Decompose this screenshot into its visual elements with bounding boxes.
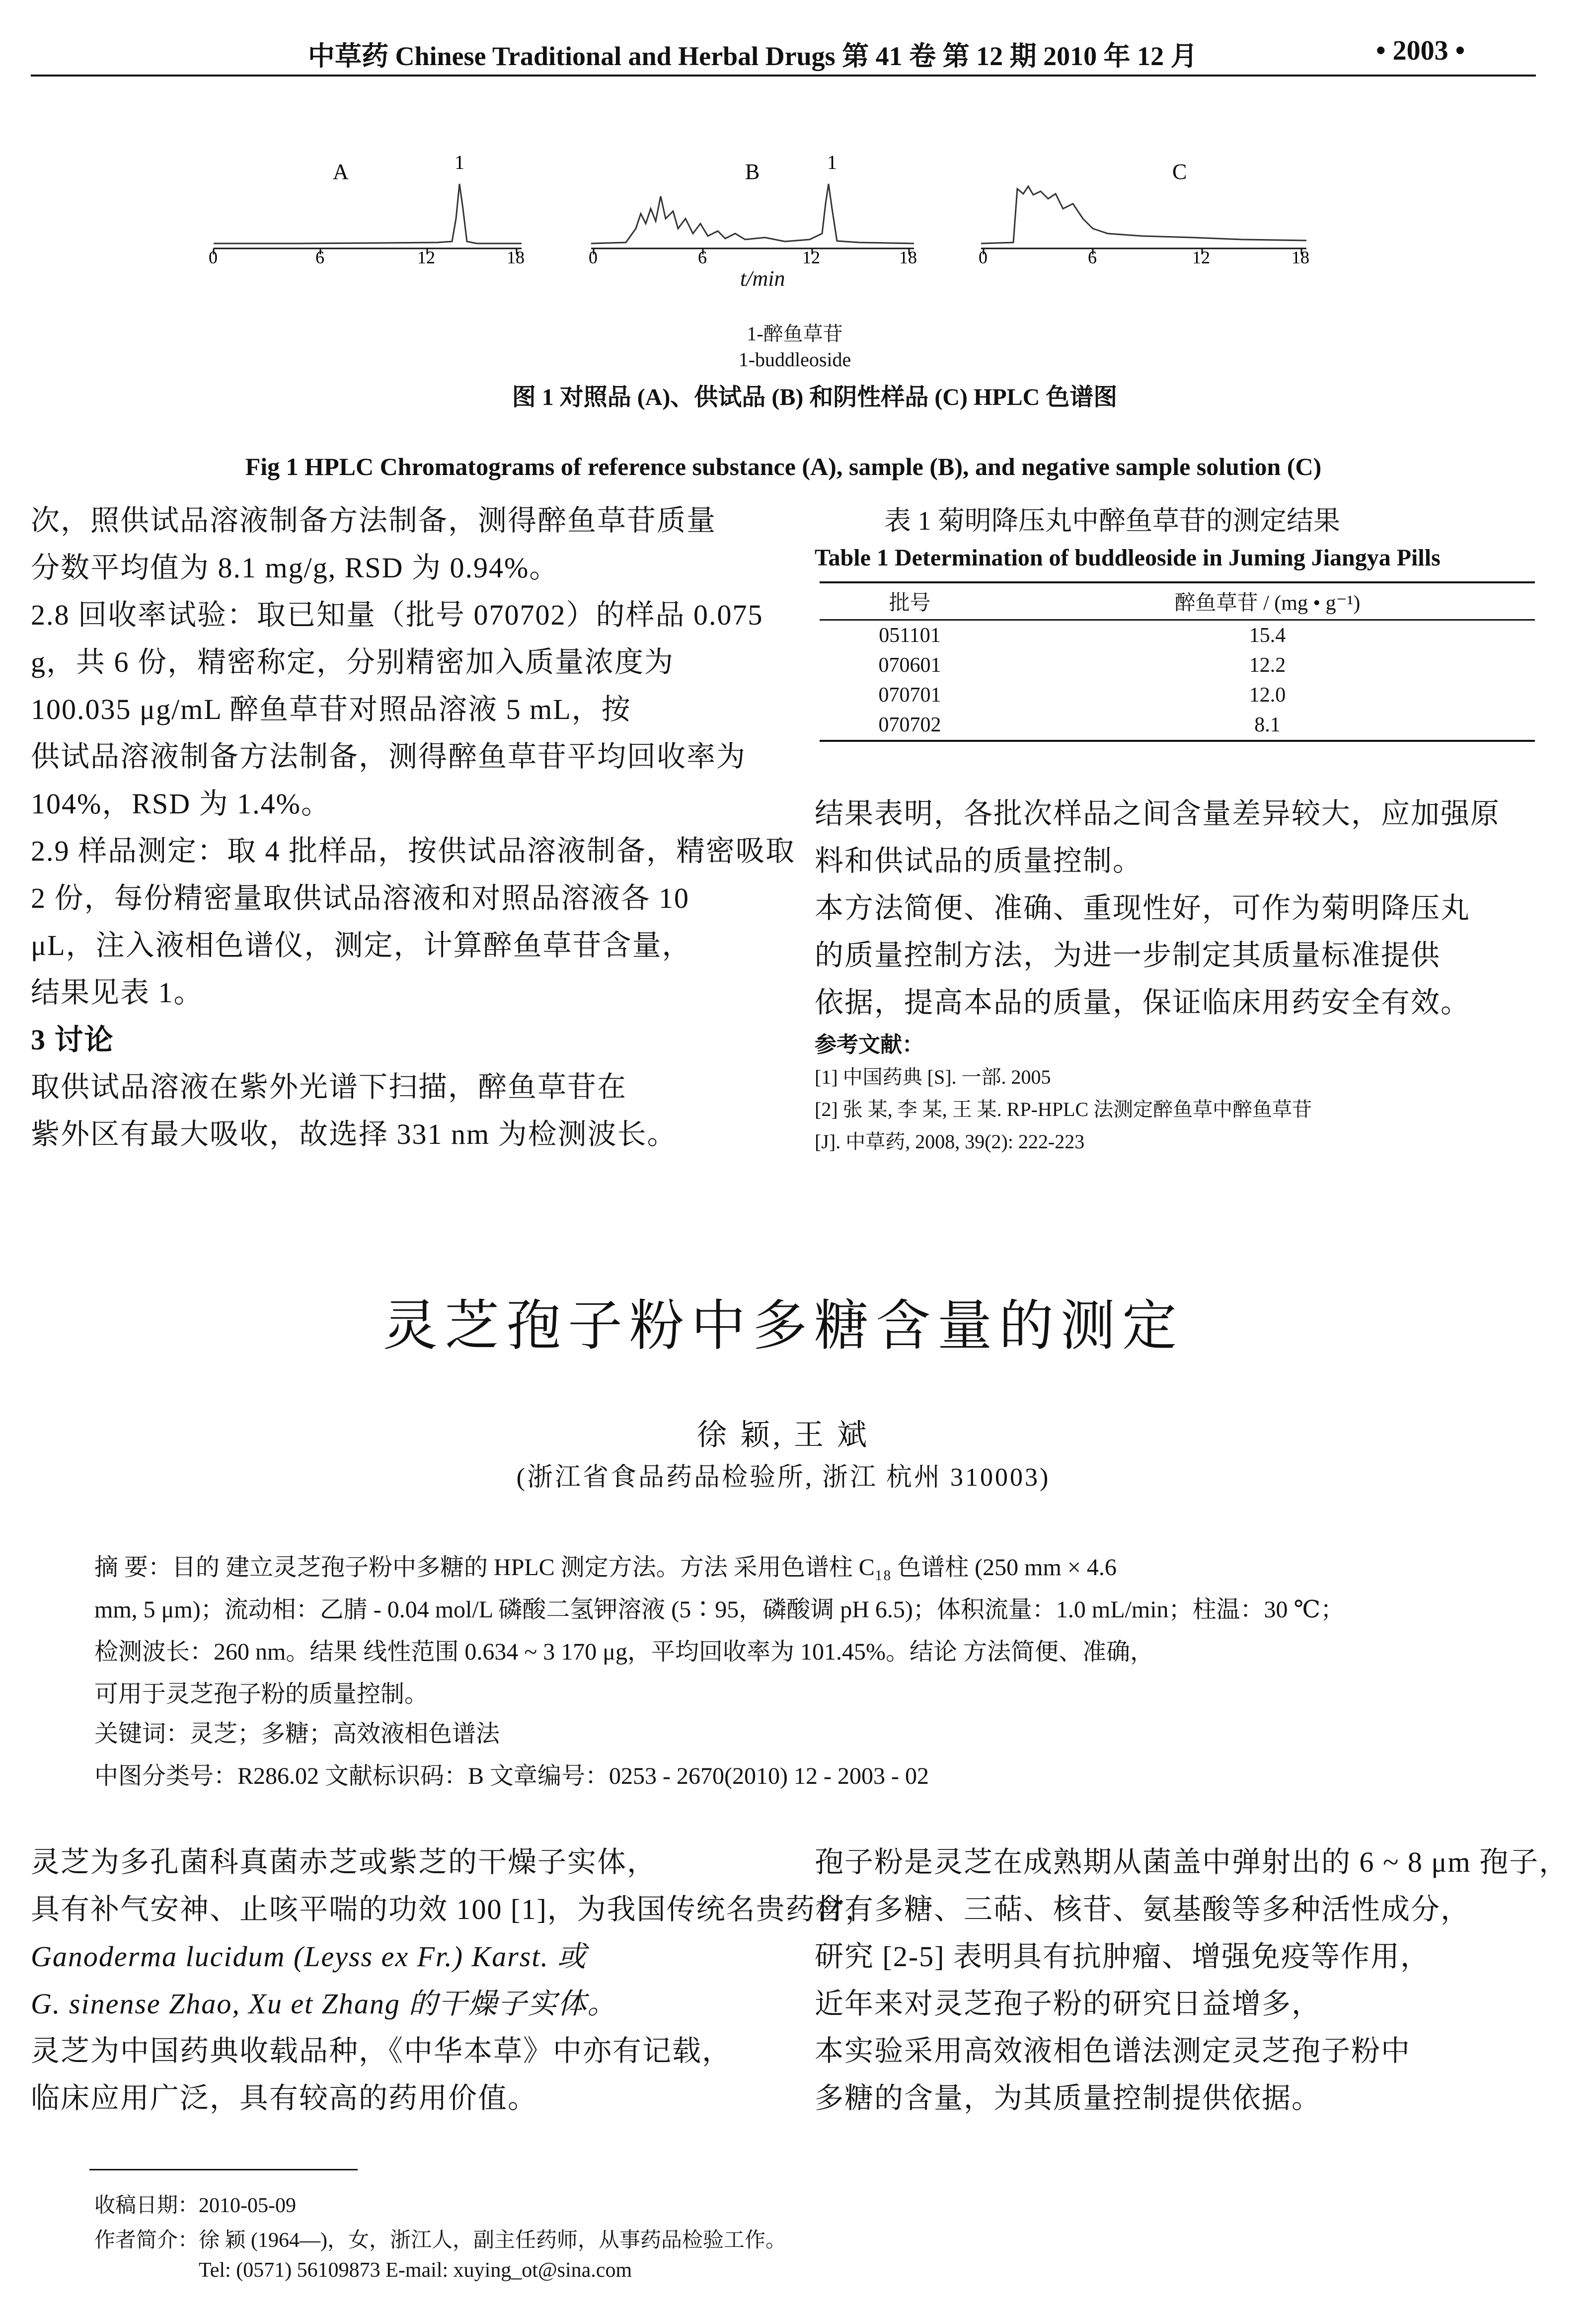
body-line: 本实验采用高效液相色谱法测定灵芝孢子粉中 bbox=[815, 2035, 1411, 2067]
body-line: 分数平均值为 8.1 mg/g, RSD 为 0.94%。 bbox=[31, 552, 559, 584]
panel-b-trace bbox=[591, 184, 914, 243]
body-line: 100.035 μg/mL 醉鱼草苷对照品溶液 5 mL，按 bbox=[31, 693, 631, 725]
section-heading: 3 讨论 bbox=[31, 1024, 114, 1056]
body-line: 结果表明，各批次样品之间含量差异较大，应加强原 bbox=[815, 798, 1501, 830]
tick-label: 12 bbox=[1192, 247, 1210, 267]
body-line: 近年来对灵芝孢子粉的研究日益增多， bbox=[815, 1988, 1322, 2020]
references bbox=[815, 1029, 1540, 1158]
panel-b-label: B bbox=[745, 160, 760, 184]
body-line: 研究 [2-5] 表明具有抗肿瘤、增强免疫等作用， bbox=[815, 1940, 1430, 1973]
footnote-contact: Tel: (0571) 56109873 E-mail: xuying_ot@sina.com bbox=[199, 2259, 632, 2282]
body-line: 含有多糖、三萜、核苷、氨基酸等多种活性成分， bbox=[815, 1893, 1471, 1925]
table-cell: 12.2 bbox=[1249, 654, 1286, 677]
right-column bbox=[815, 790, 1540, 1026]
body-line: 依据，提高本品的质量，保证临床用药安全有效。 bbox=[815, 986, 1471, 1019]
article-title: 灵芝孢子粉中多糖含量的测定 bbox=[383, 1296, 1184, 1356]
table-title-en: Table 1 Determination of buddleoside in Juming Jiangya Pills bbox=[815, 545, 1441, 571]
table-cell: 15.4 bbox=[1249, 624, 1286, 647]
panel-c-ticks bbox=[979, 247, 1309, 267]
tick-label: 12 bbox=[417, 247, 435, 267]
body-line: 孢子粉是灵芝在成熟期从菌盖中弹射出的 6 ~ 8 μm 孢子， bbox=[815, 1846, 1569, 1878]
table-row bbox=[820, 650, 1535, 680]
body-line: 104%，RSD 为 1.4%。 bbox=[31, 788, 331, 820]
tick-label: 0 bbox=[589, 247, 598, 267]
body-line: μL，注入液相色谱仪，测定，计算醉鱼草苷含量， bbox=[31, 929, 692, 961]
panel-a-label: A bbox=[333, 160, 349, 184]
panel-a-trace bbox=[214, 184, 522, 243]
table-cell: 070601 bbox=[878, 654, 941, 677]
article-body-right bbox=[815, 1838, 1569, 2122]
figure-caption-cn: 图 1 对照品 (A)、供试品 (B) 和阴性样品 (C) HPLC 色谱图 bbox=[512, 384, 1118, 410]
table-cell: 070701 bbox=[878, 684, 941, 707]
body-line: 灵芝为多孔菌科真菌赤芝或紫芝的干燥子实体， bbox=[31, 1846, 657, 1878]
reference-item: [J]. 中草药, 2008, 39(2): 222-223 bbox=[815, 1130, 1085, 1153]
figure-legend-en: 1-buddleoside bbox=[738, 348, 851, 371]
panel-b-peak-label: 1 bbox=[827, 151, 837, 173]
abstract-line: 摘 要：目的 建立灵芝孢子粉中多糖的 HPLC 测定方法。方法 采用色谱柱 C₁₈ 色谱柱 (250 mm × 4.6 bbox=[94, 1554, 1117, 1581]
panel-a-peak-label: 1 bbox=[455, 151, 464, 173]
tick-label: 0 bbox=[979, 247, 988, 267]
tick-label: 18 bbox=[1292, 247, 1309, 267]
header-rule bbox=[31, 75, 1536, 77]
abstract-line: mm, 5 μm)；流动相：乙腈 - 0.04 mol/L 磷酸二氢钾溶液 (5∶95，磷酸调 pH 6.5)；体积流量：1.0 mL/min；柱温：30 ℃； bbox=[94, 1596, 1345, 1623]
body-line: 临床应用广泛，具有较高的药用价值。 bbox=[31, 2082, 538, 2114]
body-line: g，共 6 份，精密称定，分别精密加入质量浓度为 bbox=[31, 646, 675, 678]
figure-legend-cn: 1-醉鱼草苷 bbox=[747, 322, 843, 345]
article-authors: 徐 颖, 王 斌 bbox=[697, 1419, 870, 1451]
x-axis-label: t/min bbox=[740, 266, 785, 291]
body-line: 2.8 回收率试验：取已知量（批号 070702）的样品 0.075 bbox=[31, 599, 763, 631]
tick-label: 6 bbox=[315, 247, 324, 267]
table-cell: 12.0 bbox=[1249, 684, 1286, 707]
body-line: 2 份，每份精密量取供试品溶液和对照品溶液各 10 bbox=[31, 882, 690, 914]
left-column bbox=[31, 497, 796, 1158]
footnote-rule bbox=[89, 2169, 358, 2170]
panel-a bbox=[209, 151, 525, 267]
abstract-line: 检测波长：260 nm。结果 线性范围 0.634 ~ 3 170 μg，平均回收率为 101.45%。结论 方法简便、准确， bbox=[94, 1639, 1154, 1665]
panel-c-label: C bbox=[1172, 160, 1187, 184]
body-line: 取供试品溶液在紫外光谱下扫描，醉鱼草苷在 bbox=[31, 1071, 627, 1103]
reference-item: [1] 中国药典 [S]. 一部. 2005 bbox=[815, 1066, 1051, 1088]
table-row bbox=[820, 620, 1535, 651]
classification-line: 中图分类号：R286.02 文献标识码：B 文章编号：0253 - 2670(2010) 12 - 2003 - 02 bbox=[94, 1763, 929, 1789]
body-line: G. sinense Zhao, Xu et Zhang 的干燥子实体。 bbox=[31, 1988, 617, 2020]
article-body-left bbox=[31, 1838, 875, 2122]
body-line: 紫外区有最大吸收，故选择 331 nm 为检测波长。 bbox=[31, 1118, 677, 1150]
references-heading: 参考文献： bbox=[815, 1033, 924, 1057]
panel-b-ticks bbox=[589, 247, 917, 267]
body-line: 次，照供试品溶液制备方法制备，测得醉鱼草苷质量 bbox=[31, 504, 717, 537]
body-line: 结果见表 1。 bbox=[31, 976, 204, 1009]
tick-label: 6 bbox=[1088, 247, 1097, 267]
table-header-cell: 批号 bbox=[889, 592, 931, 615]
body-line: 2.9 样品测定：取 4 批样品，按供试品溶液制备，精密吸取 bbox=[31, 835, 796, 867]
article-affiliation: (浙江省食品药品检验所, 浙江 杭州 310003) bbox=[516, 1463, 1051, 1492]
results-table bbox=[820, 581, 1535, 742]
abstract-line: 可用于灵芝孢子粉的质量控制。 bbox=[94, 1681, 429, 1707]
figure-caption-en: Fig 1 HPLC Chromatograms of reference substance (A), sample (B), and negative sample solution (C) bbox=[245, 453, 1322, 480]
body-line: 料和供试品的质量控制。 bbox=[815, 845, 1143, 877]
reference-item: [2] 张 某, 李 某, 王 某. RP-HPLC 法测定醉鱼草中醉鱼草苷 bbox=[815, 1098, 1312, 1120]
keywords-line: 关键词：灵芝；多糖；高效液相色谱法 bbox=[94, 1721, 500, 1747]
panel-c bbox=[979, 160, 1309, 267]
body-line: 的质量控制方法，为进一步制定其质量标准提供 bbox=[815, 939, 1441, 971]
body-line: 本方法简便、准确、重现性好，可作为菊明降压丸 bbox=[815, 892, 1471, 924]
panel-a-ticks bbox=[209, 247, 525, 267]
table-row bbox=[820, 680, 1535, 710]
tick-label: 18 bbox=[899, 247, 917, 267]
tick-label: 12 bbox=[802, 247, 820, 267]
table-cell: 051101 bbox=[879, 624, 941, 647]
table-header-row bbox=[820, 582, 1535, 620]
tick-label: 6 bbox=[698, 247, 707, 267]
tick-label: 0 bbox=[209, 247, 218, 267]
table-row bbox=[820, 710, 1535, 741]
panel-b bbox=[589, 151, 917, 267]
body-line: Ganoderma lucidum (Leyss ex Fr.) Karst. 或 bbox=[31, 1940, 587, 1973]
tick-label: 18 bbox=[507, 247, 525, 267]
footnote-author-bio: 作者简介：徐 颖 (1964—)，女，浙江人，副主任药师，从事药品检验工作。 bbox=[94, 2229, 786, 2252]
journal-header: 中草药 Chinese Traditional and Herbal Drugs 第 41 卷 第 12 期 2010 年 12 月 bbox=[308, 41, 1198, 71]
table-title-cn: 表 1 菊明降压丸中醉鱼草苷的测定结果 bbox=[884, 506, 1340, 536]
body-line: 灵芝为中国药典收载品种，《中华本草》中亦有记载， bbox=[31, 2035, 732, 2067]
table-cell: 8.1 bbox=[1254, 714, 1281, 736]
panel-c-trace bbox=[981, 186, 1306, 243]
page-number: • 2003 • bbox=[1376, 35, 1465, 66]
body-line: 供试品溶液制备方法制备，测得醉鱼草苷平均回收率为 bbox=[31, 740, 747, 773]
body-line: 多糖的含量，为其质量控制提供依据。 bbox=[815, 2082, 1322, 2114]
table-cell: 070702 bbox=[878, 714, 941, 736]
table-header-cell: 醉鱼草苷 / (mg • g⁻¹) bbox=[1174, 592, 1361, 615]
footnote-received: 收稿日期：2010-05-09 bbox=[94, 2194, 296, 2217]
body-line: 具有补气安神、止咳平喘的功效 100 [1]，为我国传统名贵药材， bbox=[31, 1893, 875, 1925]
